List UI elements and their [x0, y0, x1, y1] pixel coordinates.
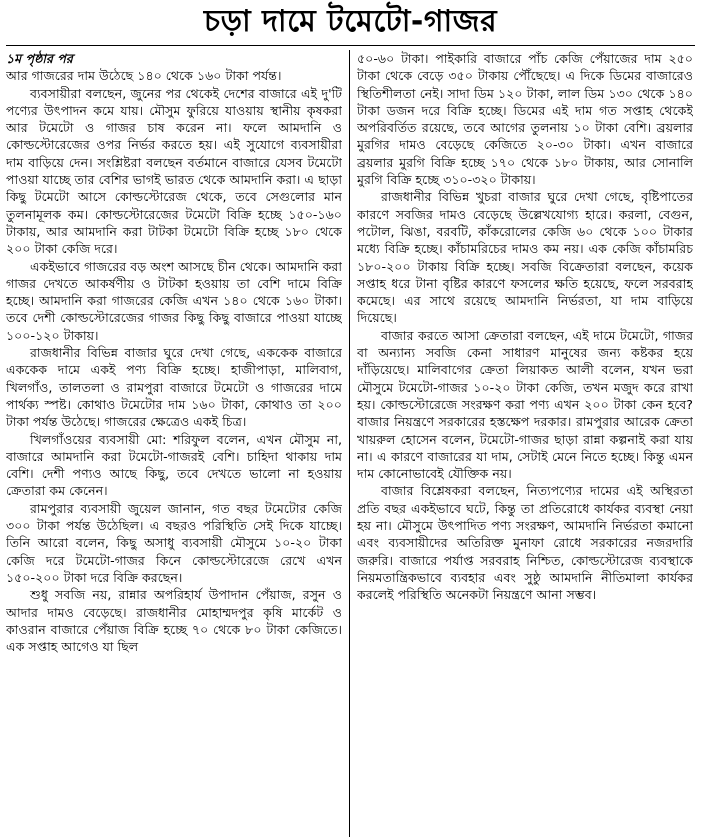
paragraph: আর গাজরের দাম উঠেছে ১৪০ থেকে ১৬০ টাকা পর্যন্ত।	[6, 68, 282, 84]
paragraph: খিলগাঁওয়ের ব্যবসায়ী মো: শরিফুল বলেন, এখন মৌসুম না, বাজারে আমদানি করা টমেটো-গাজরই বেশি। চাহিদা থাকায় দাম বেশি। দেশী পণ্যও আছে কিছু, তবে দেখতে ভালো না হওয়ায় ক্রেতারা কম কেনেন।	[6, 431, 342, 499]
continued-from-label: ১ম পৃষ্ঠার পর	[6, 51, 73, 66]
paragraph: বাজার বিশ্লেষকরা বলছেন, নিত্যপণ্যের দামের এই অস্থিরতা প্রতি বছর একইভাবে ঘটে, কিন্তু তা প্রতিরোধে কার্যকর ব্যবস্থা নেয়া হয় না। মৌসুমে উৎপাদিত পণ্য সংরক্ষণ, আমদানি নির্ভরতা কমানো এবং ব্যবসায়ীদের অতিরিক্ত মুনাফা রোধে সরকারের নজরদারি জরুরি। বাজারে পর্যাপ্ত সরবরাহ নিশ্চিত, কোল্ডস্টোরেজ ব্যবস্থাকে নিয়মতান্ত্রিকভাবে ব্যবহার এবং সুষ্ঠু আমদানি নীতিমালা কার্যকর করলেই পরিস্থিতি অনেকটা নিয়ন্ত্রণে আনা সম্ভব।	[357, 483, 693, 603]
paragraph: ৫০-৬০ টাকা। পাইকারি বাজারে পাঁচ কেজি পেঁয়াজের দাম ২৫০ টাকা থেকে বেড়ে ৩৫০ টাকায় পৌঁছেছে। এ দিকে ডিমের বাজারেও স্থিতিশীলতা নেই। সাদা ডিম ১২০ টাকা, লাল ডিম ১৩০ থেকে ১৪০ টাকা ডজন দরে বিক্রি হচ্ছে। ডিমের এই দাম গত সপ্তাহ থেকেই অপরিবর্তিত রয়েছে, তবে আগের তুলনায় ১০ টাকা বেশি। ব্রয়লার মুরগির দামও বেড়েছে কেজিতে ২০-৩০ টাকা। এখন বাজারে ব্রয়লার মুরগি বিক্রি হচ্ছে ১৭০ থেকে ১৮০ টাকায়, আর সোনালি মুরগি বিক্রি হচ্ছে ৩১০-৩২০ টাকায়।	[357, 51, 693, 188]
paragraph: রামপুরার ব্যবসায়ী জুয়েল জানান, গত বছর টমেটোর কেজি ৩০০ টাকা পর্যন্ত উঠেছিল। এ বছরও পরিস্থিতি সেই দিকে যাচ্ছে। তিনি আরো বলেন, কিছু অসাধু ব্যবসায়ী মৌসুমে ১০-২০ টাকা কেজি দরে টমেটো-গাজর কিনে কোল্ডস্টোরেজে রেখে এখন ১৫০-২০০ টাকা দরে বিক্রি করছেন।	[6, 500, 342, 585]
headline-rule	[6, 45, 695, 46]
paragraph: একইভাবে গাজরের বড় অংশ আসছে চীন থেকে। আমদানি করা গাজর দেখতে আকর্ষণীয় ও টাটকা হওয়ায় তা বেশি দামে বিক্রি হচ্ছে। আমদানি করা গাজরের কেজি এখন ১৪০ থেকে ১৬০ টাকা। তবে দেশী কোল্ডস্টোরেজের গাজর কিছু কিছু বাজারে পাওয়া যাচ্ছে ১০০-১২০ টাকায়।	[6, 258, 342, 343]
paragraph: বাজার করতে আসা ক্রেতারা বলছেন, এই দামে টমেটো, গাজর বা অন্যান্য সবজি কেনা সাধারণ মানুষের জন্য কষ্টকর হয়ে দাঁড়িয়েছে। মালিবাগের ক্রেতা লিয়াকত আলী বলেন, যখন ভরা মৌসুমে টমেটো-গাজর ১০-২০ টাকা কেজি, তখন মজুদ করে রাখা হয়। কোল্ডস্টোরেজে সংরক্ষণ করা পণ্য এখন ২০০ টাকা কেন হবে? বাজার নিয়ন্ত্রণে সরকারের হস্তক্ষেপ দরকার। রামপুরার আরেক ক্রেতা খায়রুল হোসেন বলেন, টমেটো-গাজর ছাড়া রান্না কল্পনাই করা যায় না। এ কারণে বাজারের যা দাম, সেটাই মেনে নিতে হচ্ছে। কিন্তু এমন দাম কোনোভাবেই যৌক্তিক নয়।	[357, 327, 693, 482]
headline: চড়া দামে টমেটো-গাজর	[203, 4, 498, 39]
paragraph: শুধু সবজি নয়, রান্নার অপরিহার্য উপাদান পেঁয়াজ, রসুন ও আদার দামও বেড়েছে। রাজধানীর মোহাম্মদপুর কৃষি মার্কেট ও কাওরান বাজারে পেঁয়াজ বিক্রি হচ্ছে ৭০ থেকে ৮০ টাকা কেজিতে। এক সপ্তাহ আগেও যা ছিল	[6, 587, 342, 655]
paragraph: রাজধানীর বিভিন্ন খুচরা বাজার ঘুরে দেখা গেছে, বৃষ্টিপাতের কারণে সবজির দামও বেড়েছে উল্লেখযোগ্য হারে। করলা, বেগুন, পটোল, ঝিঙা, বরবটি, কাঁকরোলের কেজি ৬০ থেকে ১০০ টাকার মধ্যে বিক্রি হচ্ছে। কাঁচামরিচের দামও কম নয়। এক কেজি কাঁচামরিচ ১৮০-২০০ টাকায় বিক্রি হচ্ছে। সবজি বিক্রেতারা বলছেন, কয়েক সপ্তাহ ধরে টানা বৃষ্টির কারণে ফসলের ক্ষতি হয়েছে, ফলে সরবরাহ কমেছে। এর সাথে রয়েছে আমদানি নির্ভরতা, যা দাম বাড়িয়ে দিয়েছে।	[357, 189, 693, 326]
column-divider	[349, 50, 350, 837]
right-column	[357, 50, 693, 838]
paragraph: ব্যবসায়ীরা বলছেন, জুনের পর থেকেই দেশের বাজারে এই দু'টি পণ্যের উৎপাদন কমে যায়। মৌসুম ফুরিয়ে যাওয়ায় স্থানীয় কৃষকরা আর টমেটো ও গাজর চাষ করেন না। ফলে আমদানি ও কোল্ডস্টোরেজের ওপর নির্ভর করতে হয়। এই সুযোগে ব্যবসায়ীরা দাম বাড়িয়ে দেন। সংশ্লিষ্টরা বলছেন বর্তমানে বাজারে যেসব টমেটো পাওয়া যাচ্ছে তার বেশির ভাগই ভারত থেকে আমদানি করা। এ ছাড়া কিছু টমেটো আসে কোল্ডস্টোরেজ থেকে, তবে সেগুলোর মান তুলনামূলক কম। কোল্ডস্টোরেজের টমেটো বিক্রি হচ্ছে ১৫০-১৬০ টাকায়, আর আমদানি করা টাটকা টমেটো বিক্রি হচ্ছে ১৮০ থেকে ২০০ টাকা কেজি দরে।	[6, 85, 342, 257]
paragraph: রাজধানীর বিভিন্ন বাজার ঘুরে দেখা গেছে, এককেক বাজারে এককেক দামে একই পণ্য বিক্রি হচ্ছে। হাজীপাড়া, মালিবাগ, খিলগাঁও, তালতলা ও রামপুরা বাজারে টমেটো ও গাজরের দামে পার্থক্য স্পষ্ট। কোথাও টমেটোর দাম ১৬০ টাকা, কোথাও তা ২০০ টাকা পর্যন্ত উঠেছে। গাজরের ক্ষেত্রেও একই চিত্র।	[6, 345, 342, 430]
left-column	[6, 50, 342, 838]
